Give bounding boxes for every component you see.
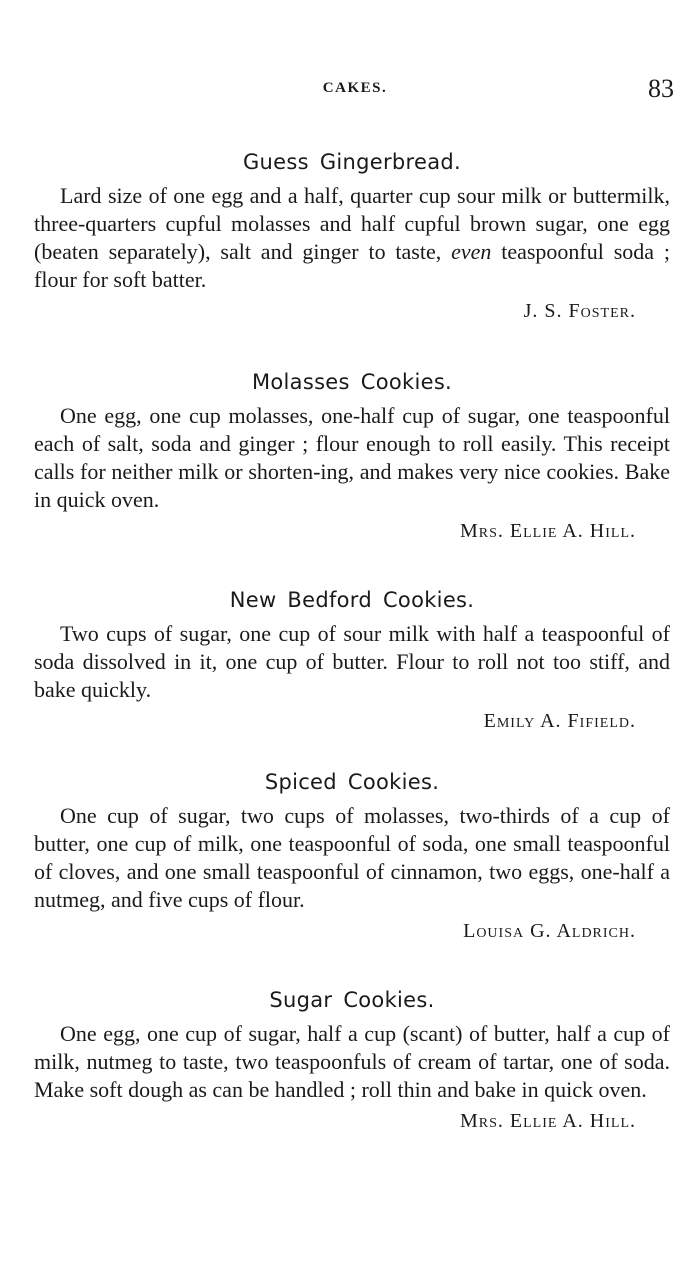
recipe-author: J. S. Foster. <box>523 300 636 322</box>
recipe-text: Two cups of sugar, one cup of sour milk with half a teaspoonful of soda dissolved in it, one cup of butter. Flour to roll not too stiff, and bake quickly. <box>34 621 670 702</box>
recipe-author: Mrs. Ellie A. Hill. <box>460 520 636 542</box>
recipe-author: Emily A. Fifield. <box>483 710 636 732</box>
recipe-text-part: teaspoonful soda ; flour for soft batter. <box>34 239 670 292</box>
recipe-title: New Bedford Cookies. <box>229 588 475 612</box>
recipe-new-bedford-cookies <box>34 588 670 733</box>
recipe-title: Molasses Cookies. <box>251 370 453 394</box>
running-head <box>0 74 700 103</box>
recipe-author: Mrs. Ellie A. Hill. <box>460 1110 636 1132</box>
section-title: CAKES. <box>322 80 388 96</box>
recipe-text: One cup of sugar, two cups of molasses, two-thirds of a cup of butter, one cup of milk, one teaspoonful of soda, one small teaspoonful of cloves, and one small teaspoonful of cinnamon, two eggs, one-half a nutmeg, and five cups of flour. <box>34 803 670 912</box>
recipe-guess-gingerbread <box>34 150 670 323</box>
recipe-title: Guess Gingerbread. <box>242 150 462 174</box>
recipe-title: Spiced Cookies. <box>264 770 440 794</box>
page-number: 83 <box>648 74 674 103</box>
recipe-text-emphasis: even <box>451 239 492 264</box>
recipe-author: Louisa G. Aldrich. <box>463 920 636 942</box>
recipe-text <box>34 182 670 294</box>
recipe-text: One egg, one cup of sugar, half a cup (scant) of butter, half a cup of milk, nutmeg to taste, two teaspoonfuls of cream of tartar, one of soda. Make soft dough as can be handled ; roll thin and bake in quick oven. <box>34 1021 670 1102</box>
recipe-text: One egg, one cup molasses, one-half cup of sugar, one teaspoonful each of salt, soda and ginger ; flour enough to roll easily. This receipt calls for neither milk or shorten-ing, and makes very nice cookies. Bake in quick oven. <box>34 403 670 512</box>
recipe-sugar-cookies <box>34 988 670 1133</box>
recipe-spiced-cookies <box>34 770 670 943</box>
recipe-text-part: Lard size of one egg and a half, quarter cup sour milk or buttermilk, three-quarters cupful molasses and half cupful brown sugar, one egg (beaten separately), salt and ginger to taste, <box>34 183 670 264</box>
recipe-title: Sugar Cookies. <box>269 988 435 1012</box>
recipe-molasses-cookies <box>34 370 670 543</box>
